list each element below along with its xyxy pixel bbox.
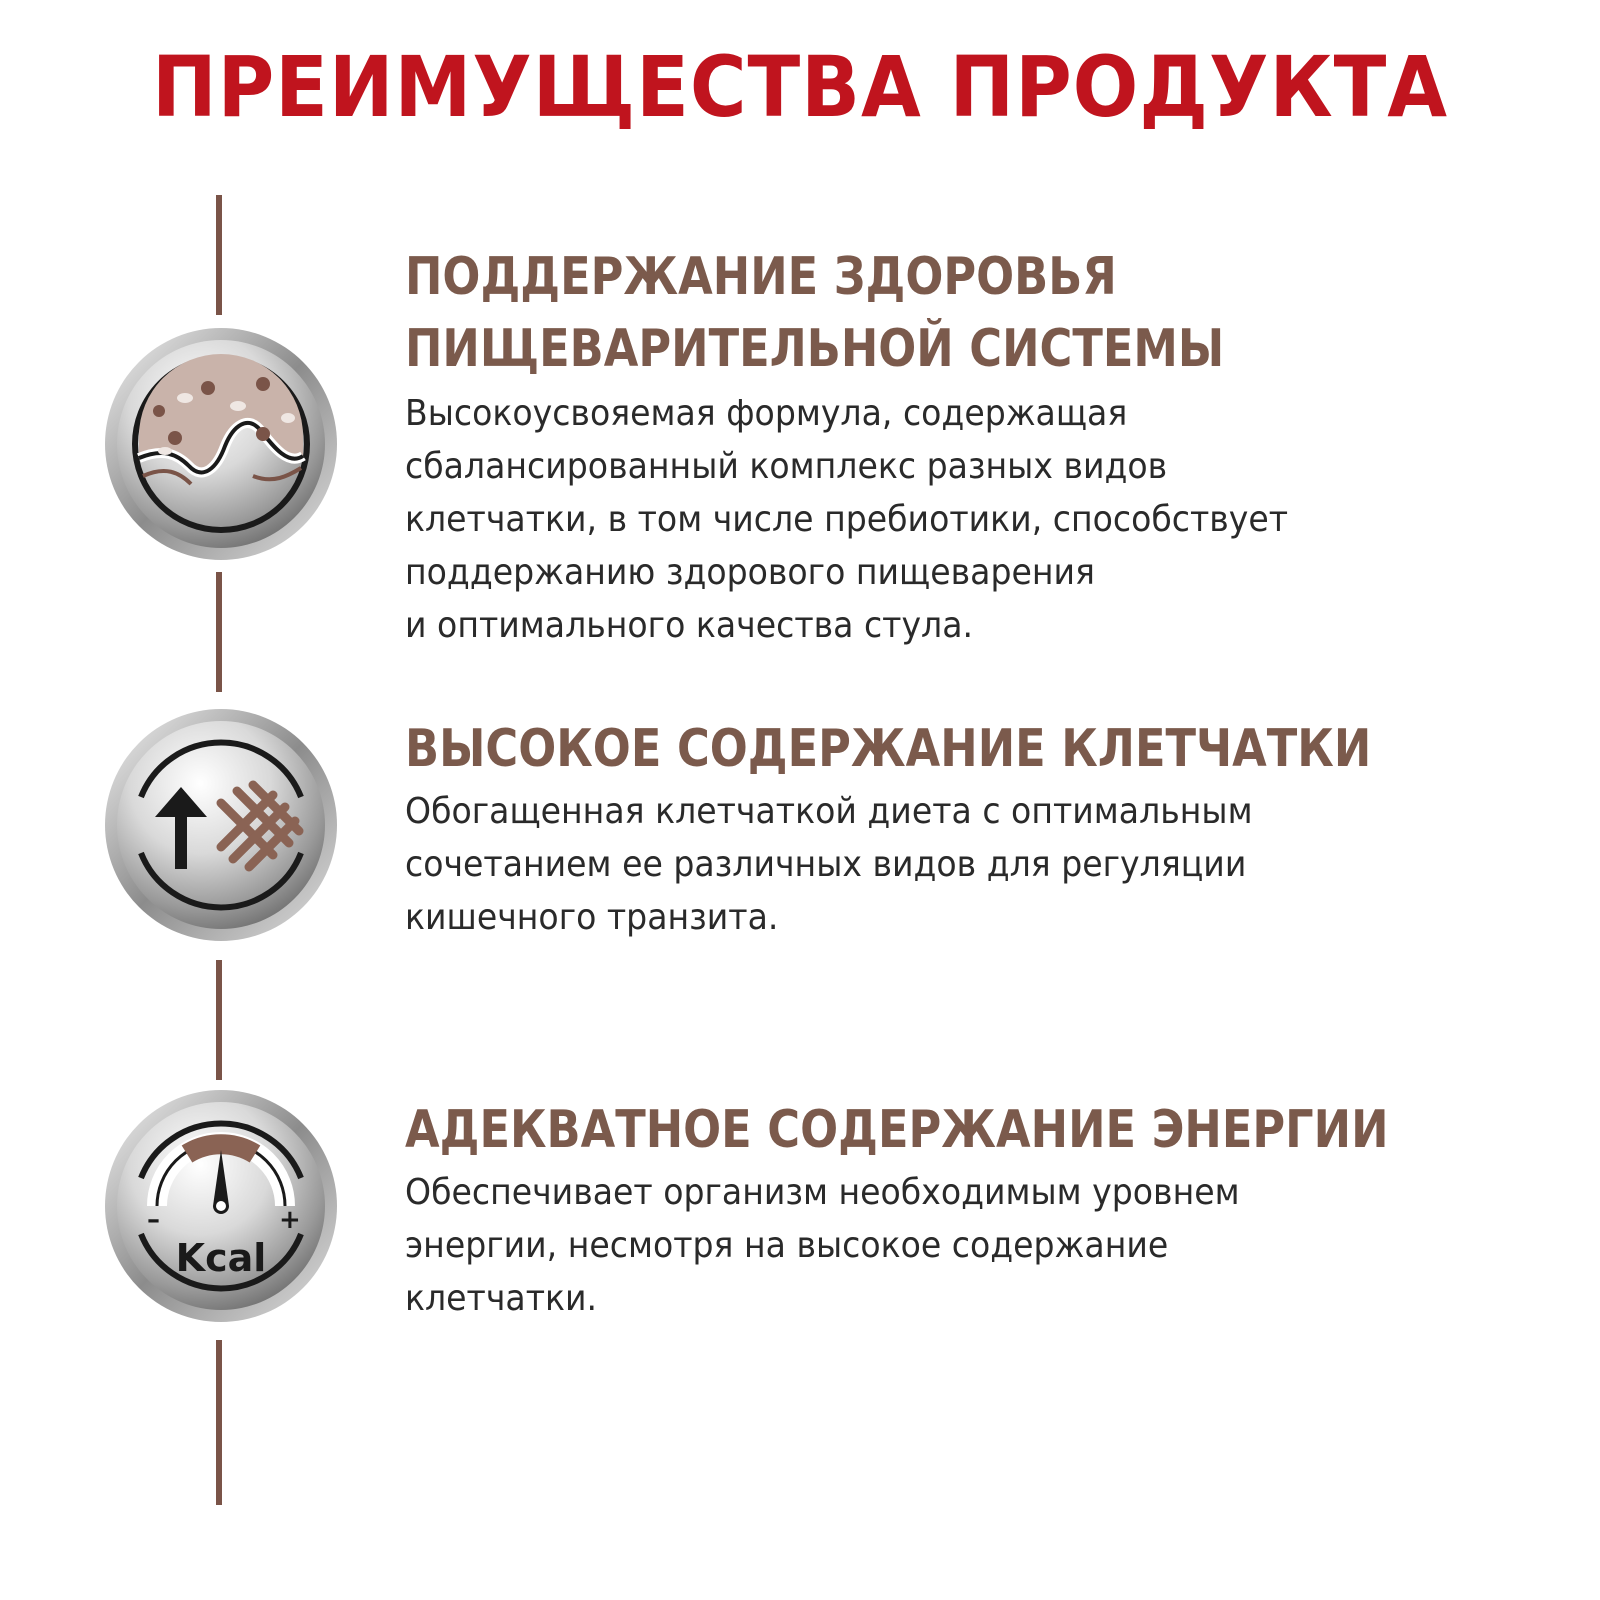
svg-text:+: +: [279, 1205, 301, 1235]
benefit-heading: АДЕКВАТНОЕ СОДЕРЖАНИЕ ЭНЕРГИИ: [405, 1100, 1389, 1160]
timeline-segment: [216, 195, 222, 315]
kcal-label: Kcal: [175, 1236, 267, 1280]
benefit-description: Обогащенная клетчаткой диета с оптимальным сочетанием ее различных видов для регуляции кишечного транзита.: [405, 791, 1253, 938]
benefit-heading: ПОДДЕРЖАНИЕ ЗДОРОВЬЯ ПИЩЕВАРИТЕЛЬНОЙ СИСТЕМЫ: [405, 247, 1225, 379]
benefit-description: Обеспечивает организм необходимым уровнем энергии, несмотря на высокое содержание клетчатки.: [405, 1172, 1240, 1319]
benefit-description: Высокоусвояемая формула, содержащая сбалансированный комплекс разных видов клетчатки, в том числе пребиотики, способствует поддержанию здорового пищеварения и оптимального качества стула.: [405, 393, 1289, 646]
timeline-segment: [216, 1340, 222, 1505]
digestive-wave-icon: [103, 326, 339, 562]
fiber-up-arrow-icon: [103, 707, 339, 943]
benefit-heading: ВЫСОКОЕ СОДЕРЖАНИЕ КЛЕТЧАТКИ: [405, 719, 1372, 779]
kcal-gauge-icon: [103, 1088, 339, 1324]
timeline-segment: [216, 572, 222, 692]
svg-text:–: –: [147, 1205, 160, 1235]
timeline-segment: [216, 960, 222, 1080]
page-title: ПРЕИМУЩЕСТВА ПРОДУКТА: [152, 38, 1448, 136]
